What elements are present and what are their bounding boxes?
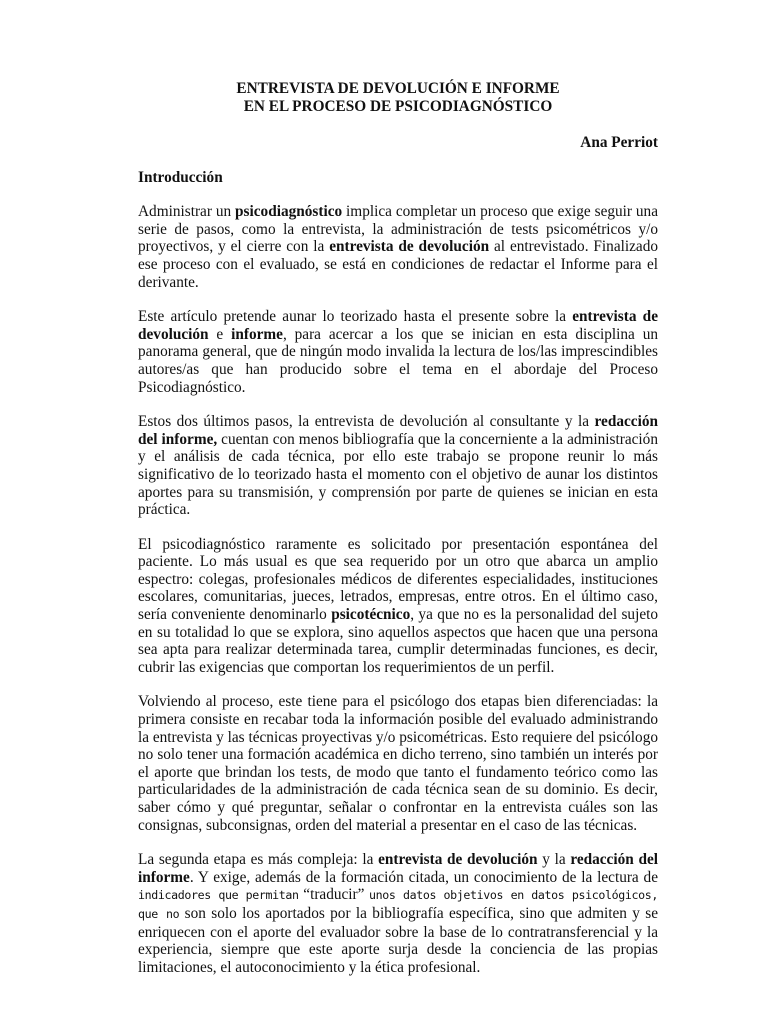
p2-text-3: , para acercar a los que se inician en esta disciplina un panorama general, que de ningún modo invalida la lectura de los/las imprescindibles autores/as que han producido sobre el tema en el abordaje del Proceso Psicodiagnóstico. (138, 325, 658, 396)
p6-mono-1: indicadores que permitan (138, 888, 299, 903)
p4-text-1: El psicodiagnóstico raramente es solicitado por presentación espontánea del paciente. Lo más usual es que sea requerido por un otro que abarca un amplio espectro: colegas, profesionales médicos de diferentes especialidades, instituciones escolares, comunitarias, jueces, letrados, empresas, entre otros. En el último caso, sería conveniente denominarlo (138, 535, 658, 624)
paragraph-4 (138, 536, 658, 677)
p3-text-1: Estos dos últimos pasos, la entrevista de devolución al consultante y la (138, 413, 595, 431)
p4-text-2: , ya que no es la personalidad del sujeto en su totalidad lo que se explora, sino aquellos aspectos que hacen que una persona sea apta para realizar determinada tarea, cumplir determinadas funciones, es decir, cubrir las exigencias que comportan los requerimientos de un perfil. (138, 606, 659, 676)
p1-bold-1: psicodiagnóstico (235, 203, 343, 221)
p2-text-1: Este artículo pretende aunar lo teorizado hasta el presente sobre la (138, 308, 573, 326)
author-name: Ana Perriot (580, 134, 658, 151)
p6-text-4: “traducir” (298, 886, 370, 904)
p1-bold-2: entrevista de devolución (329, 238, 490, 256)
p4-bold-1: psicotécnico (331, 606, 411, 624)
p1-text-2: implica completar un proceso que exige seguir una serie de pasos, como la entrevista, la administración de tests psicométricos y/o proyectivos, y el cierre con la (138, 203, 658, 256)
p5-text-1: Volviendo al proceso, este tiene para el psicólogo dos etapas bien diferenciadas: la primera consiste en recabar toda la información posible del evaluado administrando la entrevista y las técnicas proyectivas y/o psicométricas. Esto requiere del psicólogo no solo tener una formación académica en dicho terreno, sino también un interés por el aporte que brindan los tests, de modo que tanto el fundamento teórico como las particularidades de la administración de cada técnica sean de su dominio. Es decir, saber cómo y qué preguntar, señalar o confrontar en la entrevista cuáles son las consignas, subconsignas, orden del material a presentar en el caso de las técnicas. (138, 693, 658, 834)
p1-text-3: al entrevistado. Finalizado ese proceso con el evaluado, se está en condiciones de redactar el Informe para el derivante. (138, 238, 658, 291)
p6-bold-1: entrevista de devolución (378, 851, 538, 869)
paragraph-5 (138, 693, 658, 834)
title-line-2: EN EL PROCESO DE PSICODIAGNÓSTICO (243, 98, 553, 115)
paragraph-2 (138, 308, 658, 396)
p1-text-1: Administrar un (138, 203, 236, 221)
title-line-1: ENTREVISTA DE DEVOLUCIÓN E INFORME (236, 80, 560, 97)
p6-text-1: La segunda etapa es más compleja: la (138, 851, 379, 869)
p6-bold-2: redacción del informe (138, 851, 658, 886)
p2-bold-1: entrevista de devolución (138, 308, 658, 343)
p6-text-5: son solo los aportados por la bibliografía específica, sino que admiten y se enriquecen con el aporte del evaluador sobre la base de lo contratransferencial y la experiencia, siempre que este aporte surja desde la conciencia de las propias limitaciones, el autoconocimiento y la ética profesional. (138, 904, 658, 976)
p3-text-2: cuentan con menos bibliografía que la concerniente a la administración y el análisis de cada técnica, por ello este trabajo se propone reunir lo más significativo de lo teorizado hasta el momento con el objetivo de aunar los distintos aportes para su transmisión, y comprensión por parte de quienes se inician en esta práctica. (138, 430, 658, 519)
p6-text-2: y la (537, 851, 571, 869)
p2-text-2: e (208, 325, 232, 343)
paragraph-3 (138, 413, 658, 519)
p3-bold-1: redacción del informe, (138, 413, 658, 448)
p6-text-3: . Y exige, además de la formación citada, un conocimiento de la lectura de (189, 868, 658, 886)
document-title (138, 80, 658, 116)
document-page (138, 80, 658, 976)
section-heading: Introducción (138, 168, 223, 186)
p6-mono-2: unos datos objetivos en datos psicológicos, que no (138, 888, 659, 921)
p2-bold-2: informe (231, 325, 283, 343)
paragraph-6 (138, 851, 658, 976)
paragraph-1 (138, 203, 658, 291)
